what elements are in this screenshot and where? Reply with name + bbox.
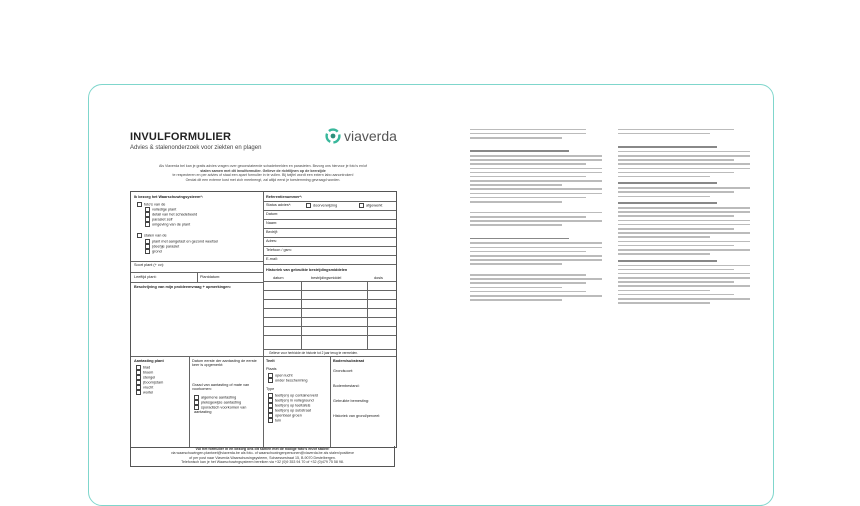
cultivation-header: Teelt bbox=[266, 359, 275, 363]
type-label: Type bbox=[266, 387, 275, 391]
option-full-plant[interactable]: volledige plant bbox=[145, 207, 176, 212]
history-col-date: datum bbox=[273, 276, 284, 280]
soil-header: Bodem/substraat bbox=[333, 359, 365, 363]
status-done[interactable]: afgewerkt bbox=[359, 203, 382, 208]
type-substrate[interactable]: teelt(en) op substraat bbox=[268, 408, 311, 413]
guidelines-page bbox=[470, 126, 760, 480]
reference-field[interactable]: Referentienummer*: bbox=[266, 195, 303, 199]
form-footer bbox=[130, 446, 395, 467]
intro-text bbox=[143, 164, 383, 182]
history-col-dose: dosis bbox=[374, 276, 383, 280]
affected-fruit[interactable]: vrucht bbox=[136, 385, 153, 390]
form-subtitle: Advies & stalenonderzoek voor ziekten en plagen bbox=[130, 145, 262, 151]
option-samples[interactable]: stalen van de bbox=[137, 233, 167, 238]
status-label: Status advies*: bbox=[266, 203, 292, 207]
option-surroundings[interactable]: omgeving van de plant bbox=[145, 222, 190, 227]
place-protected[interactable]: onder bescherming bbox=[268, 378, 308, 383]
intro-line: Omdat dit een externe kost met zich meebrengt, zal altijd eerst je toestemming gevraagd worden. bbox=[185, 177, 341, 182]
type-public-green[interactable]: openbaar groen bbox=[268, 413, 302, 418]
type-container[interactable]: teelt(en) op containerveld bbox=[268, 393, 318, 398]
affected-leaf[interactable]: blad bbox=[136, 365, 150, 370]
history-col-product: bestrijdingsmiddel bbox=[311, 276, 342, 280]
description-label: Beschrijving van mijn probleemvraag + opmerkingen: bbox=[134, 285, 231, 289]
type-garden[interactable]: tuin bbox=[268, 418, 281, 423]
plant-species-field[interactable]: Soort plant (+ cv): bbox=[134, 263, 165, 267]
form-page bbox=[125, 126, 400, 480]
soil-history-field[interactable]: Historiek van grond/perceel: bbox=[333, 414, 381, 418]
intro-line: stalen samen met dit invulformulier. Gelieve de richtlijnen op de keerzijde bbox=[200, 168, 326, 173]
affected-trunk[interactable]: (boom)stam bbox=[136, 380, 163, 385]
option-soil[interactable]: grond bbox=[145, 249, 162, 254]
email-field[interactable]: E-mail: bbox=[266, 257, 278, 261]
affected-flower[interactable]: bloem bbox=[136, 370, 153, 375]
soil-type-field[interactable]: Grondsoort: bbox=[333, 369, 354, 373]
option-photos[interactable]: foto's van de bbox=[137, 202, 165, 207]
type-tables[interactable]: teelt(en) op teeltafels bbox=[268, 403, 310, 408]
address-field[interactable]: Adres: bbox=[266, 239, 277, 243]
history-header: Historiek van gebruikte bestrijdingsmiddelen bbox=[266, 268, 348, 272]
viaverda-logo-icon bbox=[325, 128, 341, 144]
type-ground[interactable]: teelt(en) in volleground bbox=[268, 398, 314, 403]
history-note: Gelieve voor herbicide de historie tot 2 jaar terug te vermelden. bbox=[269, 351, 358, 355]
option-parasite-sample[interactable]: (deel)je parasiet bbox=[145, 244, 179, 249]
phone-field[interactable]: Telefoon / gsm: bbox=[266, 248, 292, 252]
form-title: INVULFORMULIER bbox=[130, 131, 232, 143]
guidelines-column-left bbox=[470, 126, 602, 303]
status-referral[interactable]: doorverwijzing bbox=[306, 203, 337, 208]
intro-line: te respecteren en per advies of staal een apart formulier in te vullen. Bij twijfel wordt een extern labo aanontroken! bbox=[172, 173, 354, 178]
affected-stem[interactable]: stengel bbox=[136, 375, 155, 380]
damage-sporadic[interactable]: sporadisch voorkomen van aantasting bbox=[194, 405, 247, 414]
fertilizer-field[interactable]: Gebruikte bemesting: bbox=[333, 399, 370, 403]
affected-root[interactable]: wortel bbox=[136, 390, 153, 395]
damage-degree-label: Graad van aantasting of mate van voorkomen: bbox=[192, 383, 250, 392]
damage-patchy[interactable]: pleksgewijze aantasting bbox=[194, 400, 241, 405]
footer-line: Vul het formulier in en bezorg ons dit samen met de nodige foto's en/of stalen! bbox=[195, 447, 330, 451]
plant-age-field[interactable]: Leeftijd plant: bbox=[134, 275, 157, 279]
damage-general[interactable]: algemene aantasting bbox=[194, 395, 236, 400]
viaverda-logo bbox=[325, 128, 397, 144]
guidelines-column-right bbox=[618, 126, 750, 306]
option-plant-tissue[interactable]: plant met aangetast en gezond weefsel bbox=[145, 239, 218, 244]
plant-date-field[interactable]: Plantdatum: bbox=[200, 275, 221, 279]
date-field[interactable]: Datum: bbox=[266, 212, 279, 216]
soil-condition-field[interactable]: Bodembestand: bbox=[333, 384, 360, 388]
form-grid bbox=[130, 191, 397, 448]
option-detail[interactable]: detail van het schadebeeld bbox=[145, 212, 197, 217]
brand-name: viaverda bbox=[344, 128, 397, 144]
option-parasite[interactable]: parasiet zelf bbox=[145, 217, 172, 222]
company-field[interactable]: Bedrijf: bbox=[266, 230, 278, 234]
name-field[interactable]: Naam: bbox=[266, 221, 278, 225]
affected-header: Aantasting plant bbox=[134, 359, 164, 363]
place-open-air[interactable]: open lucht bbox=[268, 373, 293, 378]
first-seen-label[interactable]: Datum eerste der aantasting de eerste keer is opgemerkt: bbox=[192, 359, 257, 368]
footer-line: of per post naar Viaverda Waarschuwingsysteem, Schaessestraat 15, B-9070 Destelbergen. bbox=[189, 455, 336, 460]
footer-line: via waarschuwingen.plantwet@viaverda.be als foto- of waarschuwingenpersonen@viaverda.be als stalen/positieve bbox=[170, 451, 355, 456]
footer-line: Telefonisch kan je het Waarschuwingsysteem bereiken via +32 (0)9 353 94 70 of +32 (0)479 75 58 98. bbox=[181, 460, 344, 465]
submission-header: Ik bezorg het Waarschuwingsysteem*: bbox=[134, 195, 204, 199]
intro-line: Als Viaverda bel kan je gratis advies vragen over geconstateerde schadebeelden en parasieten. Bezorg ons hiervoor je foto's en/of bbox=[159, 164, 367, 168]
place-label: Plaats bbox=[266, 367, 277, 371]
